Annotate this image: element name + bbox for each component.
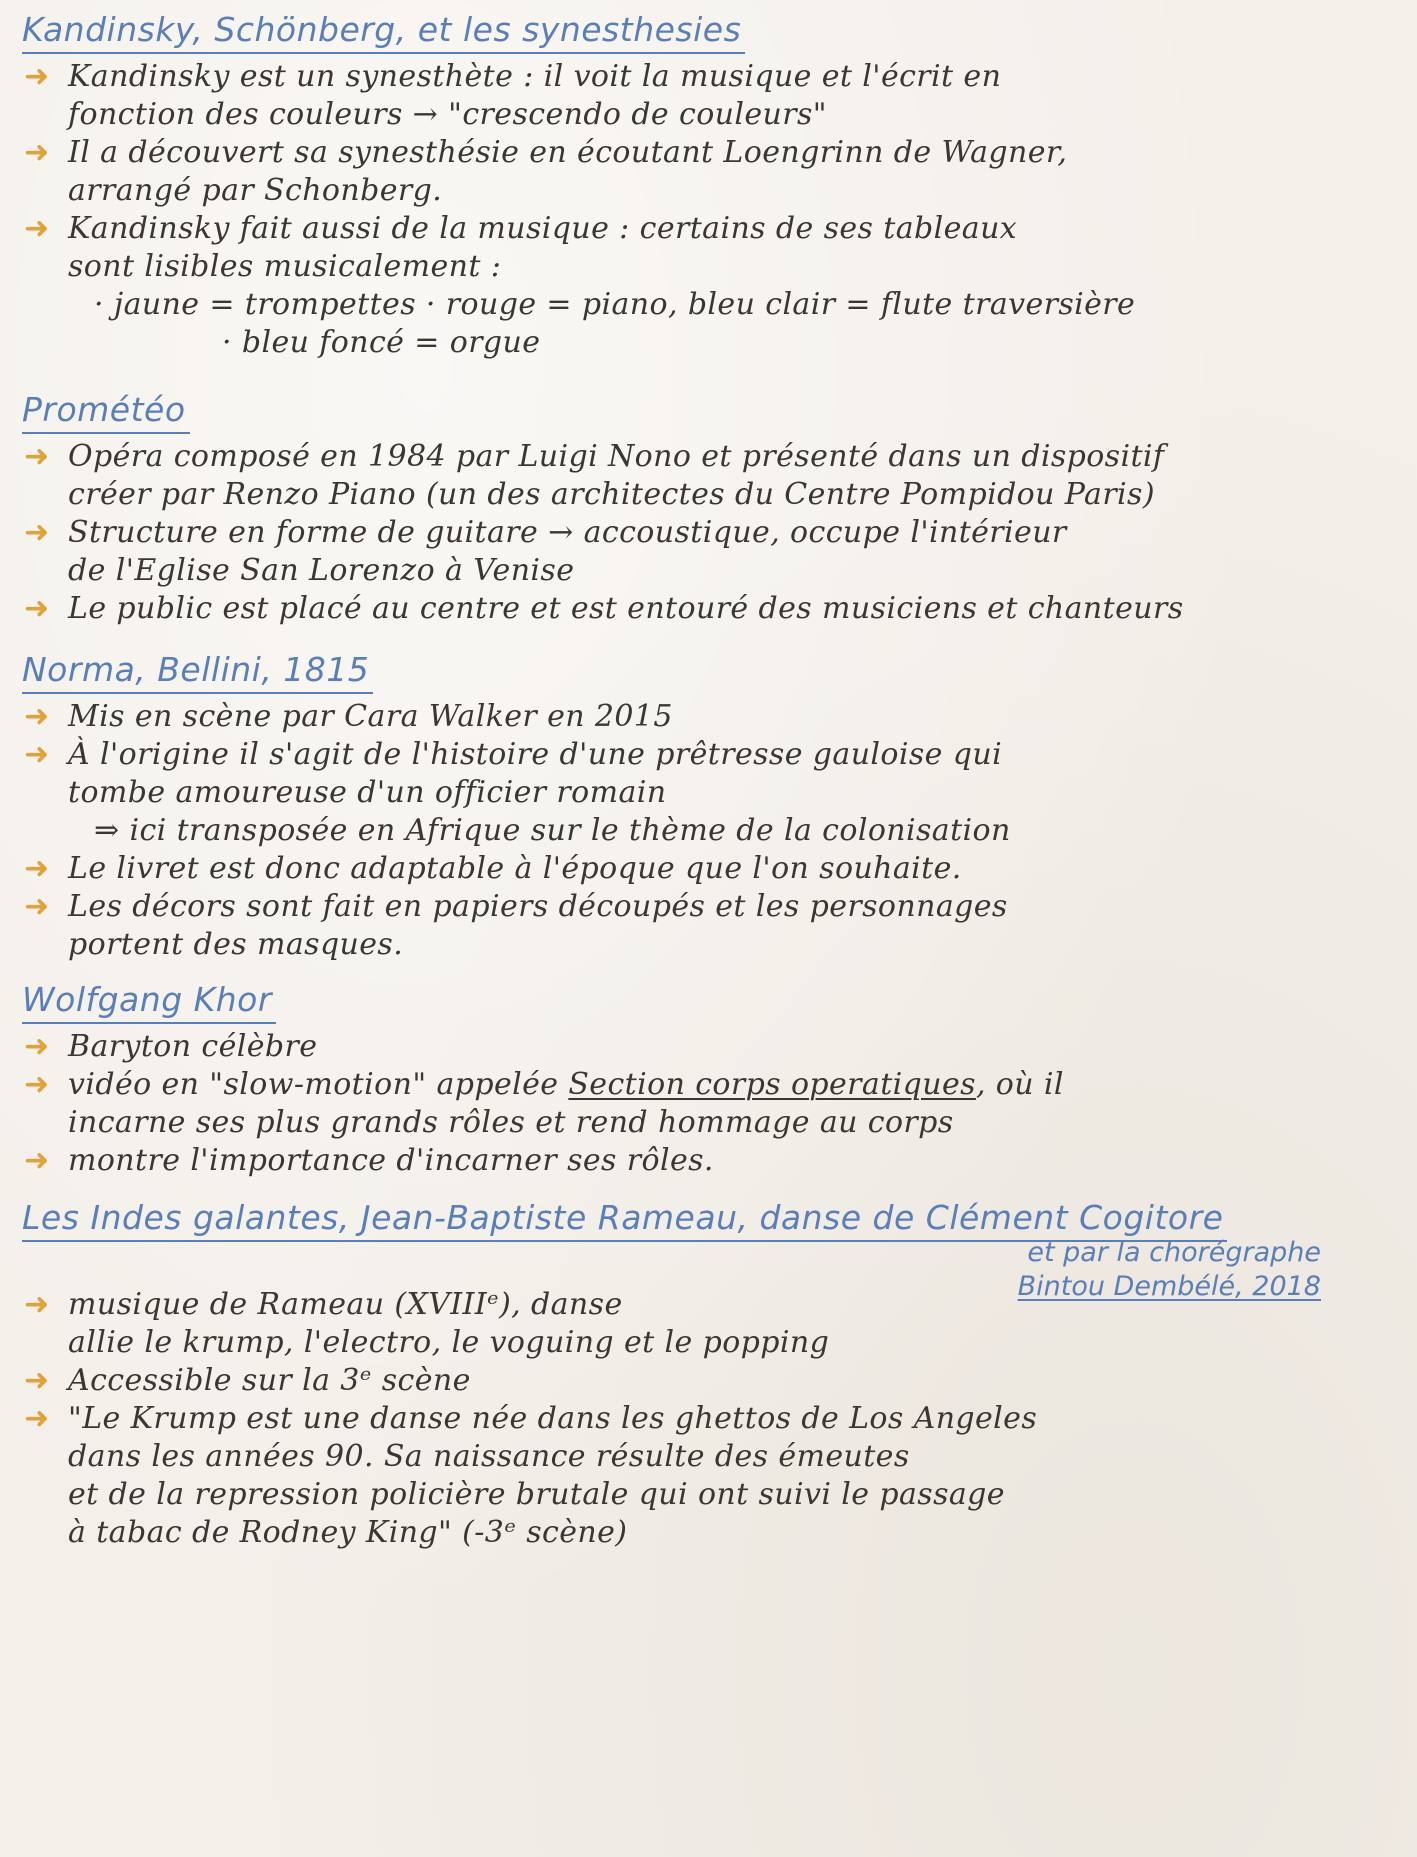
section-heading: Les Indes galantes, Jean-Baptiste Rameau, danse de Clément Cogitore [22,1196,1227,1242]
list-item [22,1286,1377,1324]
list-item [22,58,1377,96]
section-heading: Prométéo [22,388,190,434]
bullet-list [22,58,1377,362]
list-item [22,590,1377,628]
list-item-text: Kandinsky fait aussi de la musique : certains de ses tableaux [68,211,1018,246]
section-wolfgang-khor [22,978,1377,1180]
section-heading: Kandinsky, Schönberg, et les synesthesies [22,8,745,54]
list-item-continuation [22,1438,1377,1476]
side-note-line: et par la chorégraphe [1027,1237,1321,1268]
list-item-continuation [22,926,1377,964]
heading-wrap [22,1196,1377,1302]
section-heading: Wolfgang Khor [22,978,276,1024]
list-item-continuation [22,1324,1377,1362]
list-item-text: à tabac de Rodney King" (-3ᵉ scène) [68,1515,628,1550]
bullet-list [22,438,1377,628]
list-item-text: montre l'importance d'incarner ses rôles. [68,1143,714,1178]
list-item-continuation [22,552,1377,590]
list-item [22,1400,1377,1438]
list-item-continuation [22,248,1377,286]
list-item-continuation [22,774,1377,812]
list-item-continuation [22,1476,1377,1514]
list-item-text: arrangé par Schonberg. [68,173,443,208]
sub-item-text: ⇒ ici transposée en Afrique sur le thème de la colonisation [94,813,1011,848]
sub-item-text: · jaune = trompettes · rouge = piano, bleu clair = flute traversière [94,287,1136,322]
list-item-text: musique de Rameau (XVIIIᵉ), danse [68,1287,623,1322]
arrow-icon: ➜ [24,699,50,734]
list-item [22,514,1377,552]
section-kandinsky [22,8,1377,362]
list-item-text: de l'Eglise San Lorenzo à Venise [68,553,575,588]
list-item [22,1028,1377,1066]
underlined-title: Section corps operatiques [568,1067,976,1102]
arrow-icon: ➜ [24,135,50,170]
arrow-icon: ➜ [24,1401,50,1436]
list-item-text: fonction des couleurs → "crescendo de couleurs" [68,97,827,132]
list-item-text: Les décors sont fait en papiers découpés et les personnages [68,889,1008,924]
bullet-list [22,698,1377,964]
arrow-icon: ➜ [24,59,50,94]
list-item-text: vidéo en "slow-motion" appelée [68,1067,559,1102]
list-item-text: dans les années 90. Sa naissance résulte des émeutes [68,1439,910,1474]
list-item-text: Mis en scène par Cara Walker en 2015 [68,699,673,734]
arrow-icon: ➜ [24,515,50,550]
section-heading: Norma, Bellini, 1815 [22,648,373,694]
list-item-text: Opéra composé en 1984 par Luigi Nono et présenté dans un dispositif [68,439,1165,474]
bullet-list [22,1028,1377,1180]
list-item-text: Baryton célèbre [68,1029,318,1064]
list-item-continuation [22,1104,1377,1142]
list-item-text-tail: , où il [975,1067,1064,1102]
list-item [22,1142,1377,1180]
list-item-text: À l'origine il s'agit de l'histoire d'une prêtresse gauloise qui [68,737,1003,772]
list-item-text: Il a découvert sa synesthésie en écoutant Loengrinn de Wagner, [68,135,1068,170]
sub-item [22,324,1377,362]
list-item-text: sont lisibles musicalement : [68,249,502,284]
arrow-icon: ➜ [24,591,50,626]
arrow-icon: ➜ [24,737,50,772]
list-item-text: "Le Krump est une danse née dans les ghettos de Los Angeles [68,1401,1038,1436]
list-item-text: tombe amoureuse d'un officier romain [68,775,667,810]
list-item-text: Structure en forme de guitare → accoustique, occupe l'intérieur [68,515,1067,550]
list-item-text: allie le krump, l'electro, le voguing et le popping [68,1325,830,1360]
list-item-continuation [22,1514,1377,1552]
arrow-icon: ➜ [24,889,50,924]
arrow-icon: ➜ [24,851,50,886]
arrow-icon: ➜ [24,1029,50,1064]
list-item [22,134,1377,172]
bullet-list [22,1286,1377,1552]
section-norma [22,648,1377,964]
arrow-icon: ➜ [24,1363,50,1398]
list-item-text: créer par Renzo Piano (un des architectes du Centre Pompidou Paris) [68,477,1155,512]
list-item [22,1362,1377,1400]
list-item-text: Le public est placé au centre et est entouré des musiciens et chanteurs [68,591,1184,626]
list-item-continuation [22,96,1377,134]
sub-item-text: · bleu foncé = orgue [222,325,541,360]
list-item [22,736,1377,774]
arrow-icon: ➜ [24,211,50,246]
section-indes-galantes [22,1196,1377,1552]
arrow-icon: ➜ [24,1067,50,1102]
list-item [22,210,1377,248]
sub-item [22,286,1377,324]
list-item-text: incarne ses plus grands rôles et rend hommage au corps [68,1105,954,1140]
side-note-line: Bintou Dembélé, 2018 [1017,1271,1321,1302]
list-item [22,1066,1377,1104]
section-prometeo [22,388,1377,628]
list-item [22,698,1377,736]
list-item-text: et de la repression policière brutale qui ont suivi le passage [68,1477,1005,1512]
list-item [22,888,1377,926]
list-item [22,438,1377,476]
list-item-text: Kandinsky est un synesthète : il voit la musique et l'écrit en [68,59,1002,94]
list-item-continuation [22,172,1377,210]
arrow-icon: ➜ [24,1287,50,1322]
list-item [22,850,1377,888]
list-item-text: portent des masques. [68,927,404,962]
arrow-icon: ➜ [24,439,50,474]
list-item-text: Accessible sur la 3ᵉ scène [68,1363,471,1398]
list-item-continuation [22,476,1377,514]
sub-item [22,812,1377,850]
arrow-icon: ➜ [24,1143,50,1178]
list-item-text: Le livret est donc adaptable à l'époque que l'on souhaite. [68,851,962,886]
